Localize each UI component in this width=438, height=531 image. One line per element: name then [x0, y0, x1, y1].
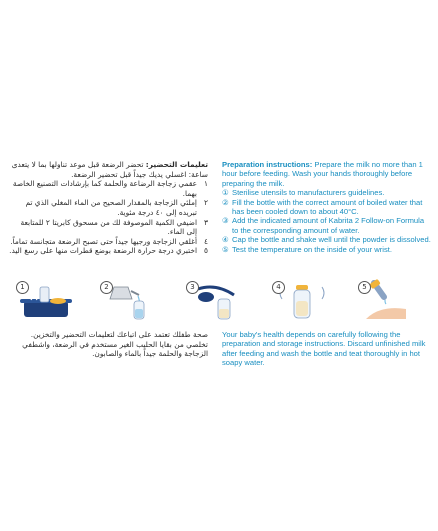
- arabic-step-number: ١: [204, 179, 208, 189]
- illustration-step-5: [356, 279, 420, 321]
- english-footer: Your baby's health depends on carefully following the preparation and storage instructions. Discard unfinished milk after feeding and wash the bottle and teat thoroughly in hot soapy water.: [222, 330, 426, 368]
- english-step-3: [222, 216, 432, 235]
- arabic-step-4: [8, 237, 208, 247]
- illustration-step-4: [270, 279, 334, 321]
- english-step-number: ①: [222, 188, 229, 198]
- step-badge: 4: [272, 281, 285, 294]
- english-step-4: [222, 235, 432, 244]
- arabic-step-text: اختبري درجة حرارة الرضعة بوضع قطرات منها على رسغ اليد.: [9, 246, 197, 256]
- english-step-number: ②: [222, 197, 229, 207]
- arabic-instructions: [8, 160, 208, 256]
- english-step-text: Add the indicated amount of Kabrita 2 Follow-on Formula to the corresponding amount of water.: [232, 216, 425, 235]
- step-badge: 1: [16, 281, 29, 294]
- arabic-step-number: ٢: [204, 198, 208, 208]
- arabic-step-3: [8, 218, 208, 237]
- arabic-step-1: [8, 179, 208, 198]
- english-step-2: [222, 198, 432, 217]
- arabic-step-2: [8, 198, 208, 217]
- arabic-step-text: إملئي الزجاجة بالمقدار الصحيح من الماء المغلي الذي تم تبريده إلى ٤٠ درجة مئوية.: [25, 198, 197, 217]
- arabic-step-number: ٣: [204, 217, 208, 227]
- illustration-step-3: [184, 279, 248, 321]
- arabic-step-text: عقمي زجاجة الرضاعة والحلمة كما بإرشادات التصنيع الخاصة بهما.: [12, 179, 197, 198]
- step-badge: 3: [186, 281, 199, 294]
- english-step-number: ③: [222, 216, 229, 226]
- english-step-text: Fill the bottle with the correct amount of boiled water that has been cooled down to about 40°C.: [232, 197, 423, 217]
- step-badge: 5: [358, 281, 371, 294]
- step-badge: 2: [100, 281, 113, 294]
- english-step-number: ⑤: [222, 244, 229, 254]
- english-step-5: [222, 245, 432, 254]
- english-intro: [222, 160, 432, 188]
- english-step-number: ④: [222, 235, 229, 245]
- arabic-step-text: اضيفي الكمية الموصوفة لك من مسحوق كابريتا ٢ للمتابعة إلى الماء.: [20, 217, 197, 237]
- arabic-step-number: ٤: [204, 236, 208, 246]
- english-instructions: [222, 160, 432, 254]
- arabic-step-number: ٥: [204, 246, 208, 256]
- illustration-step-1: [14, 279, 78, 321]
- arabic-footer: صحة طفلك تعتمد على اتباعك لتعليمات التحضير والتخزين. تخلصي من بقايا الحليب الغير مستخدم في الرضعة، واشطفي الزجاجة والحلمة جيداً بالماء والصابون.: [22, 330, 208, 359]
- illustration-step-2: [98, 279, 162, 321]
- english-lead: Preparation instructions:: [222, 160, 313, 169]
- english-step-1: [222, 188, 432, 197]
- english-intro-text: Prepare the milk no more than 1 hour before feeding. Wash your hands thoroughly before preparing the milk.: [222, 160, 423, 188]
- arabic-intro-text: تحضر الرضعة قبل موعد تناولها بما لا يتعدى ساعة: اغسلي يديك جيداً قبل تحضير الرضعة.: [11, 160, 208, 179]
- arabic-step-5: [8, 246, 208, 256]
- arabic-lead: تعليمات التحضير:: [145, 160, 208, 169]
- english-step-text: Test the temperature on the inside of your wrist.: [232, 244, 392, 254]
- arabic-step-text: أغلقي الزجاجة ورجيها جيداً حتى تصبح الرضعة متجانسة تماماً.: [10, 236, 197, 246]
- english-step-text: Sterilise utensils to manufacturers guidelines.: [232, 188, 385, 198]
- arabic-intro: [8, 160, 208, 179]
- english-step-text: Cap the bottle and shake well until the powder is dissolved.: [232, 235, 431, 245]
